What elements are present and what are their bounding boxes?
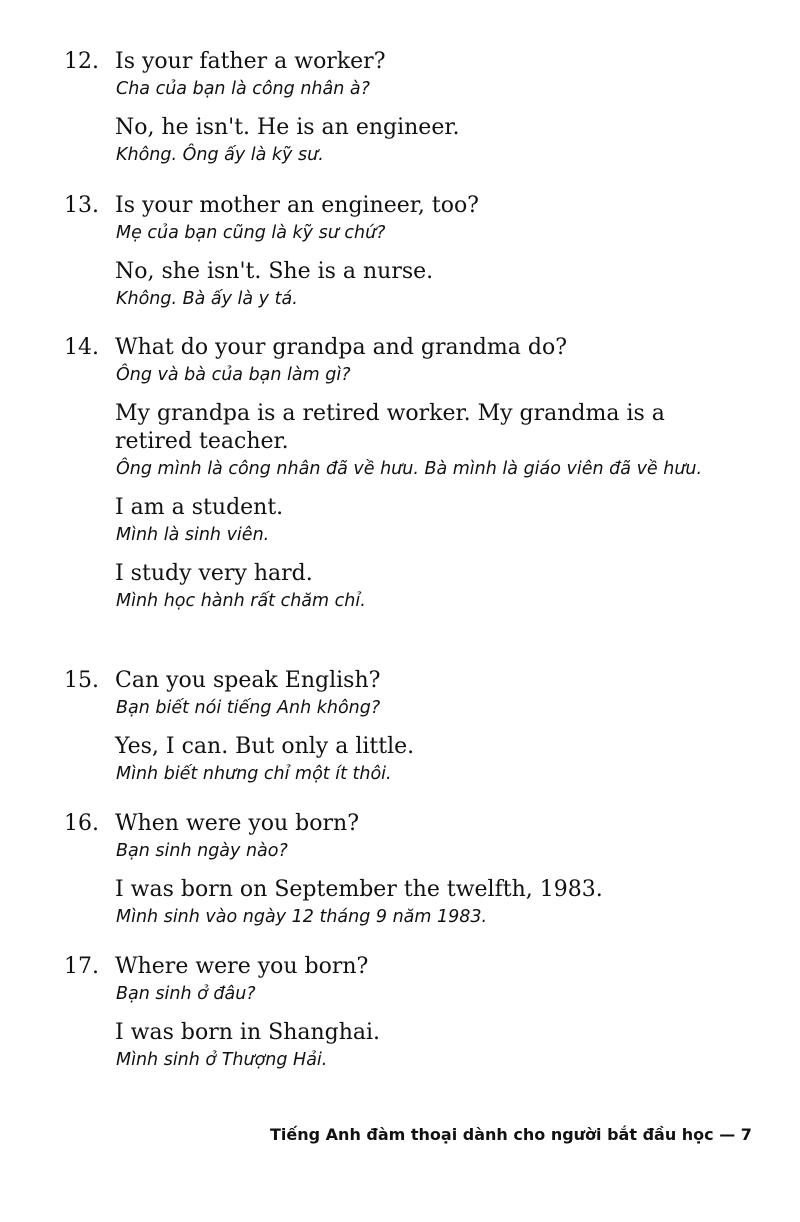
vietnamese-translation: Bạn biết nói tiếng Anh không?	[116, 698, 381, 718]
item-number: 14.	[64, 335, 99, 360]
vietnamese-translation: Không. Ông ấy là kỹ sư.	[116, 145, 324, 165]
english-question: What do your grandpa and grandma do?	[115, 335, 567, 360]
item-body	[115, 953, 740, 1073]
english-sentence: I study very hard.	[115, 561, 313, 586]
item-body	[115, 192, 740, 312]
item-number: 12.	[64, 49, 99, 74]
english-question: When were you born?	[115, 811, 359, 836]
english-question: Is your mother an engineer, too?	[115, 193, 479, 218]
english-answer: No, she isn't. She is a nurse.	[115, 259, 434, 284]
item-number: 16.	[64, 811, 99, 836]
vietnamese-translation: Không. Bà ấy là y tá.	[116, 289, 298, 309]
vietnamese-translation: Mình học hành rất chăm chỉ.	[116, 591, 366, 611]
vietnamese-translation: Mình là sinh viên.	[116, 525, 270, 545]
item-number: 13.	[64, 193, 99, 218]
vietnamese-translation: Mẹ của bạn cũng là kỹ sư chứ?	[116, 223, 386, 243]
item-number: 15.	[64, 668, 99, 693]
english-answer: Yes, I can. But only a little.	[115, 734, 415, 759]
english-answer: My grandpa is a retired worker. My grandma is a retired teacher.	[115, 401, 665, 454]
item-body	[115, 667, 740, 787]
vietnamese-translation: Bạn sinh ngày nào?	[116, 841, 288, 861]
vietnamese-translation: Ông và bà của bạn làm gì?	[116, 365, 351, 385]
vietnamese-translation: Mình biết nhưng chỉ một ít thôi.	[116, 764, 392, 784]
english-question: Can you speak English?	[115, 668, 381, 693]
vietnamese-translation: Mình sinh ở Thượng Hải.	[116, 1050, 328, 1070]
english-question: Is your father a worker?	[115, 49, 386, 74]
english-answer: No, he isn't. He is an engineer.	[115, 115, 460, 140]
item-number: 17.	[64, 954, 99, 979]
page-footer: Tiếng Anh đàm thoại dành cho người bắt đầu học — 7	[270, 1125, 752, 1144]
item-body	[115, 334, 740, 614]
vietnamese-translation: Mình sinh vào ngày 12 tháng 9 năm 1983.	[116, 907, 488, 927]
item-body	[115, 810, 740, 930]
vietnamese-translation: Bạn sinh ở đâu?	[116, 984, 256, 1004]
english-question: Where were you born?	[115, 954, 369, 979]
english-sentence: I am a student.	[115, 495, 284, 520]
english-answer: I was born in Shanghai.	[115, 1020, 381, 1045]
item-body	[115, 48, 740, 168]
vietnamese-translation: Cha của bạn là công nhân à?	[116, 79, 370, 99]
vietnamese-translation: Ông mình là công nhân đã về hưu. Bà mình là giáo viên đã về hưu.	[116, 459, 703, 479]
english-answer: I was born on September the twelfth, 1983.	[115, 877, 603, 902]
